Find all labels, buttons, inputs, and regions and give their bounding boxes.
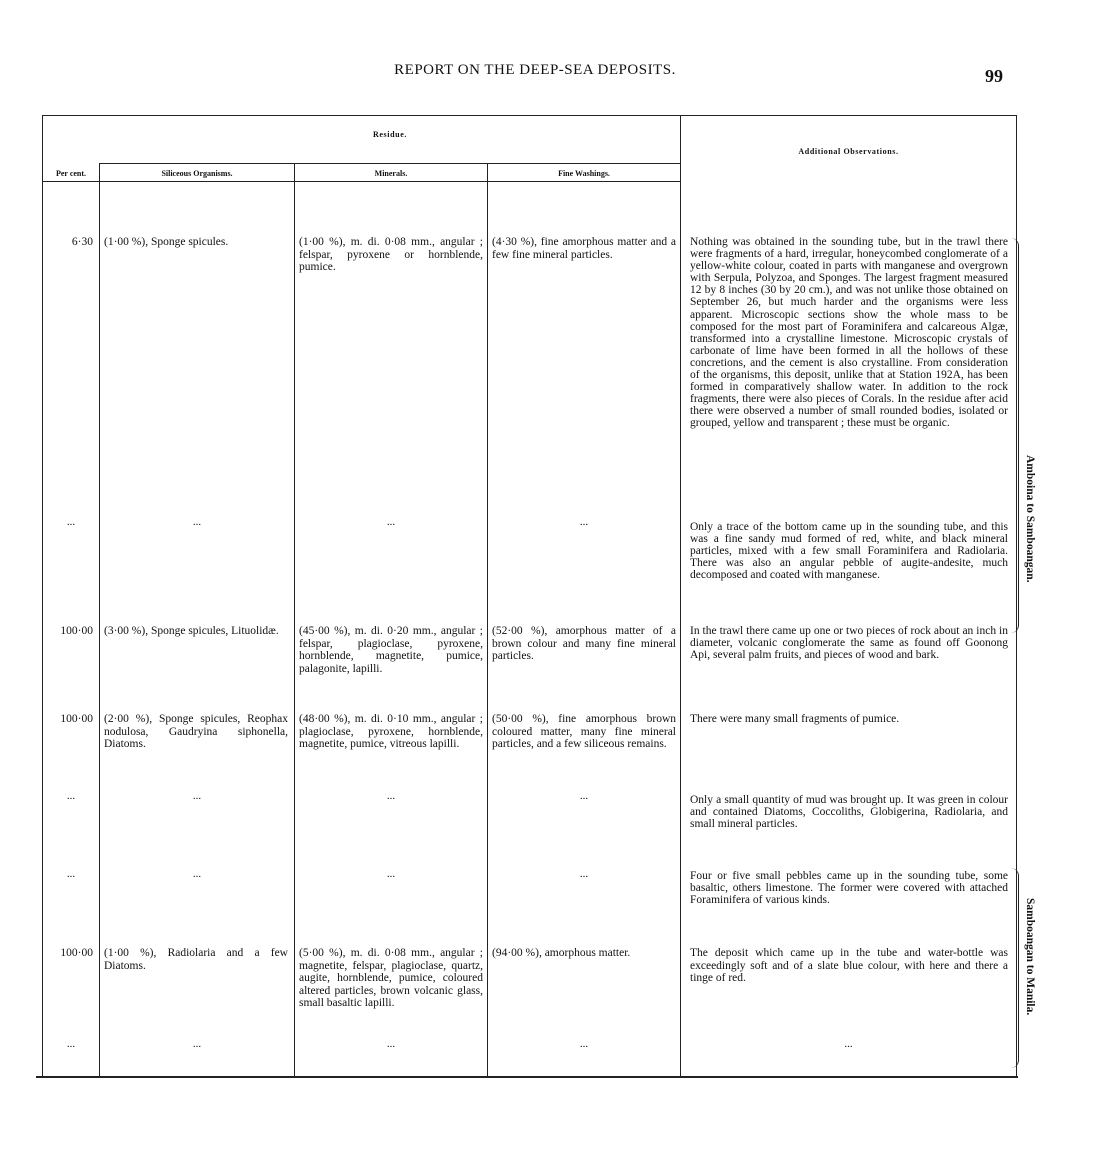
- table-bottom-rule: [36, 1076, 1018, 1078]
- row-observations: In the trawl there came up one or two pieces of rock about an inch in diameter, volcanic conglomerate the same as found off Goonong Api, several palm fruits, and pieces of wood and bark.: [690, 625, 1008, 662]
- row-observations: Only a small quantity of mud was brought up. It was green in colour and contained Diatoms, Coccoliths, Globigerina, Radiolaria, and small mineral particles.: [690, 794, 1008, 831]
- row-minerals: ...: [386, 868, 396, 880]
- residue-sub-rule: [100, 163, 680, 164]
- row-fine-washings: ...: [579, 516, 589, 528]
- row-fine-washings: ...: [579, 868, 589, 880]
- row-minerals: ...: [386, 790, 396, 802]
- row-observations: Nothing was obtained in the sounding tube, but in the trawl there were fragments of a hard, irregular, honeycombed conglomerate of a yellow-white colour, coated in parts with manganese and overgrown with Serpula, Polyzoa, and Sponges. The largest fragment measured 12 by 8 inches (30 by 20 cm.), and was not unlike those obtained on September 26, but much harder and the organisms were less apparent. Microscopic sections show the whole mass to be composed for the most part of Foraminifera and calcareous Algæ, transformed into a crystalline limestone. Microscopic crystals of carbonate of lime have been formed in all the hollows of these concretions, and the cement is also crystalline. From consideration of the organisms, this deposit, unlike that at Station 192A, has been formed in comparatively shallow water. In addition to the rock fragments, there were also pieces of Corals. In the residue after acid there were observed a number of small rounded bodies, isolated or grouped, yellow and transparent ; these must be organic.: [690, 236, 1008, 430]
- row-per-cent: ...: [66, 790, 76, 802]
- row-observations: There were many small fragments of pumice.: [690, 713, 900, 725]
- route-brace: [1010, 868, 1019, 1068]
- row-minerals: (48·00 %), m. di. 0·10 mm., angular ; plagioclase, pyroxene, hornblende, magnetite, pumice, vitreous lapilli.: [299, 713, 483, 750]
- row-fine-washings: (4·30 %), fine amorphous matter and a few fine mineral particles.: [492, 236, 676, 261]
- row-minerals: (45·00 %), m. di. 0·20 mm., angular ; felspar, plagioclase, pyroxene, hornblende, magnetite, pumice, palagonite, lapilli.: [299, 625, 483, 675]
- row-per-cent: ...: [66, 1038, 76, 1050]
- row-siliceous: (1·00 %), Sponge spicules.: [104, 236, 229, 248]
- route-label: Samboangan to Manila.: [1024, 898, 1036, 1016]
- header-bottom-rule: [42, 181, 680, 182]
- row-fine-washings: (50·00 %), fine amorphous brown coloured matter, many fine mineral particles, and a few siliceous remains.: [492, 713, 676, 750]
- route-brace: [1010, 238, 1019, 633]
- row-minerals: ...: [386, 516, 396, 528]
- column-rule-1: [99, 163, 100, 1076]
- row-per-cent: 100·00: [60, 947, 93, 959]
- row-fine-washings: (52·00 %), amorphous matter of a brown colour and many fine mineral particles.: [492, 625, 676, 662]
- row-per-cent: 100·00: [60, 625, 93, 637]
- row-siliceous: (2·00 %), Sponge spicules, Reophax nodulosa, Gaudryina siphonella, Diatoms.: [104, 713, 288, 750]
- row-minerals: ...: [386, 1038, 396, 1050]
- row-siliceous: ...: [192, 790, 202, 802]
- row-per-cent: 6·30: [71, 236, 93, 248]
- minerals-header: Minerals.: [374, 169, 408, 178]
- row-siliceous: ...: [192, 1038, 202, 1050]
- row-minerals: (5·00 %), m. di. 0·08 mm., angular ; magnetite, felspar, plagioclase, quartz, augite, hornblende, pumice, coloured altered particles, brown volcanic glass, small basaltic lapilli.: [299, 947, 483, 1009]
- row-siliceous: ...: [192, 516, 202, 528]
- row-minerals: (1·00 %), m. di. 0·08 mm., angular ; felspar, pyroxene or hornblende, pumice.: [299, 236, 483, 273]
- row-fine-washings: ...: [579, 1038, 589, 1050]
- route-label: Amboina to Samboangan.: [1024, 455, 1036, 583]
- row-observations: ...: [844, 1038, 853, 1050]
- table-top-rule: [42, 115, 1017, 116]
- row-fine-washings: (94·00 %), amorphous matter.: [492, 947, 631, 959]
- row-per-cent: ...: [66, 516, 76, 528]
- row-observations: Four or five small pebbles came up in the sounding tube, some basaltic, others limestone. The former were covered with attached Foraminifera of various kinds.: [690, 870, 1008, 907]
- per-cent-header: Per cent.: [55, 169, 87, 178]
- row-siliceous: (3·00 %), Sponge spicules, Lituolidæ.: [104, 625, 279, 637]
- row-siliceous: (1·00 %), Radiolaria and a few Diatoms.: [104, 947, 288, 972]
- column-rule-3: [487, 163, 488, 1076]
- fine-washings-header: Fine Washings.: [558, 169, 610, 178]
- row-per-cent: 100·00: [60, 713, 93, 725]
- row-per-cent: ...: [66, 868, 76, 880]
- siliceous-organisms-header: Siliceous Organisms.: [161, 169, 233, 178]
- observations-header: Additional Observations.: [798, 147, 899, 156]
- running-title: REPORT ON THE DEEP-SEA DEPOSITS.: [394, 62, 676, 78]
- column-rule-4: [680, 115, 681, 1077]
- row-fine-washings: ...: [579, 790, 589, 802]
- row-siliceous: ...: [192, 868, 202, 880]
- table-left-rule: [42, 115, 43, 1077]
- page-number: 99: [985, 66, 1003, 86]
- row-observations: Only a trace of the bottom came up in the sounding tube, and this was a fine sandy mud formed of red, white, and black mineral particles, mixed with a few small Foraminifera and Radiolaria. There was also an angular pebble of augite-andesite, much decomposed and coated with manganese.: [690, 521, 1008, 582]
- residue-group-header: Residue.: [373, 130, 407, 139]
- column-rule-2: [294, 163, 295, 1076]
- row-observations: The deposit which came up in the tube and water-bottle was exceedingly soft and of a slate blue colour, with here and there a tinge of red.: [690, 947, 1008, 984]
